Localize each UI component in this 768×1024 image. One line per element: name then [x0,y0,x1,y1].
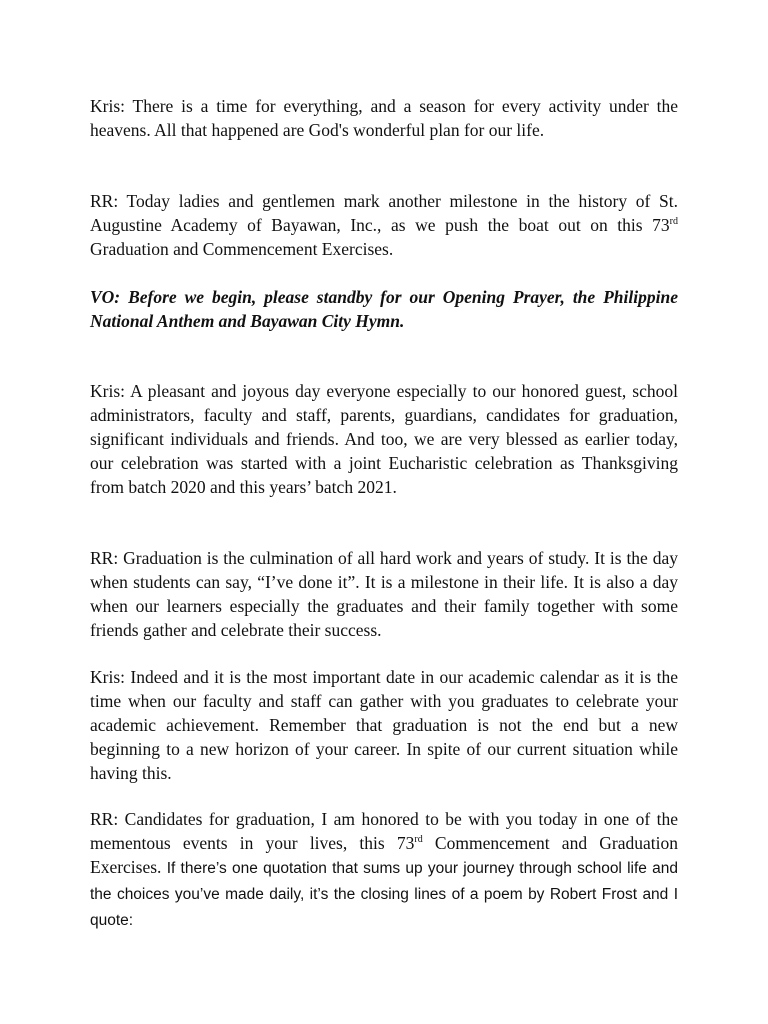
paragraph-text: Graduation and Commencement Exercises. [90,239,394,259]
paragraph-kris-greeting [90,379,678,499]
paragraph-text: RR: Graduation is the culmination of all hard work and years of study. It is the day when students can say, “I’ve done it”. It is a milestone in their life. It is also a day when our learners especially the graduates and their family together with some friends gather and celebrate their success. [90,548,678,640]
paragraph-rr-candidates [90,807,678,933]
paragraph-text: VO: Before we begin, please standby for our Opening Prayer, the Philippine National Anthem and Bayawan City Hymn. [90,287,678,331]
paragraph-rr-graduation [90,546,678,642]
paragraph-text: Kris: A pleasant and joyous day everyone especially to our honored guest, school administrators, faculty and staff, parents, guardians, candidates for graduation, significant individuals and friends. And too, we are very blessed as earlier today, our celebration was started with a joint Eucharistic celebration as Thanksgiving from batch 2020 and this years’ batch 2021. [90,381,678,497]
paragraph-rr-milestone [90,189,678,261]
paragraph-vo-standby [90,285,678,333]
ordinal-suffix: rd [414,834,423,846]
paragraph-text: Kris: Indeed and it is the most important date in our academic calendar as it is the time when our faculty and staff can gather with you graduates to celebrate your academic achievement. Remember that graduation is not the end but a new beginning to a new horizon of your career. In spite of our current situation while having this. [90,667,678,783]
paragraph-kris-opening [90,94,678,142]
paragraph-text: Kris: There is a time for everything, and a season for every activity under the heavens. All that happened are God's wonderful plan for our life. [90,96,678,140]
paragraph-text: RR: Today ladies and gentlemen mark another milestone in the history of St. Augustine Academy of Bayawan, Inc., as we push the boat out on this 73 [90,191,678,235]
ordinal-suffix: rd [669,216,678,228]
paragraph-kris-calendar [90,665,678,785]
paragraph-text: Commencement and Graduation Exercises. [90,833,678,877]
paragraph-text: If there’s one quotation that sums up your journey through school life and the choices you’ve made daily, it’s the closing lines of a poem by Robert Frost and I quote: [90,860,678,929]
paragraph-text: RR: Candidates for graduation, I am honored to be with you today in one of the mementous events in your lives, this 73 [90,809,678,853]
